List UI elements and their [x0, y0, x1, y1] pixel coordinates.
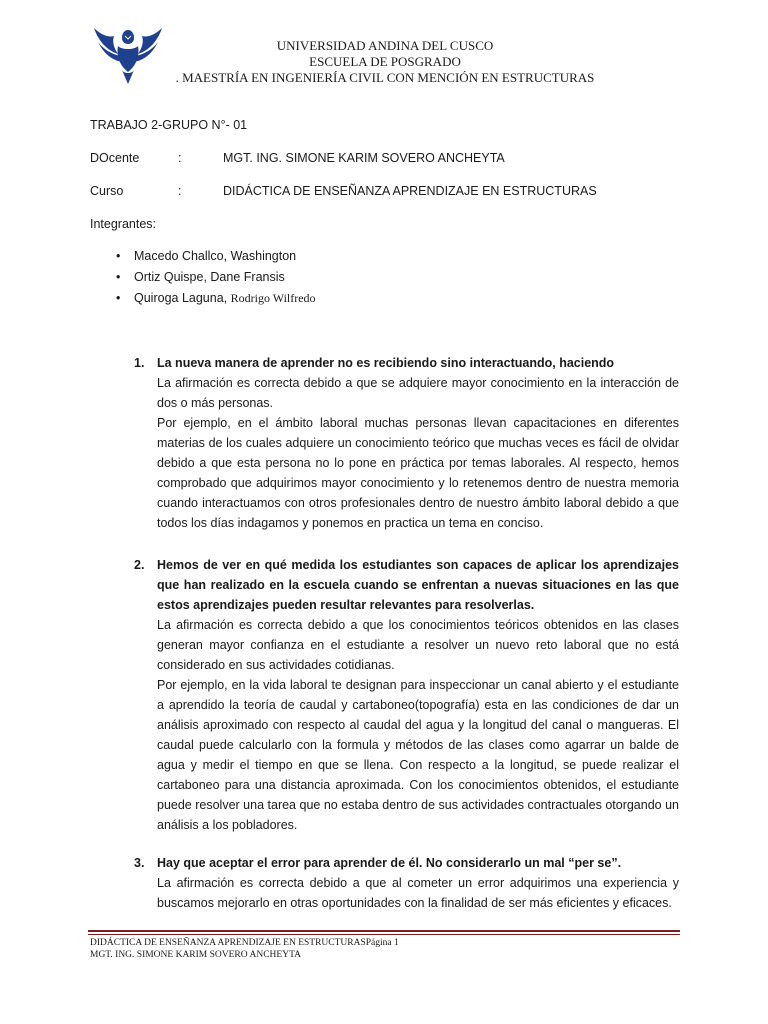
member-name: Macedo Challco, Washington [134, 249, 297, 263]
section-3 [134, 853, 679, 913]
footer-teacher: MGT. ING. SIMONE KARIM SOVERO ANCHEYTA [90, 950, 301, 960]
section-paragraph: La afirmación es correcta debido a que al cometer un error adquirimos una experiencia y buscamos mejorarlo en otras oportunidades con la finalidad de ser más eficientes y eficaces. [157, 876, 679, 910]
members-label: Integrantes: [90, 217, 157, 231]
course-value: DIDÁCTICA DE ENSEÑANZA APRENDIZAJE EN ESTRUCTURAS [223, 184, 597, 198]
list-item [116, 248, 316, 269]
footer-course-page: DIDÁCTICA DE ENSEÑANZA APRENDIZAJE EN ESTRUCTURASPágina 1 [90, 938, 399, 948]
section-paragraph: La afirmación es correcta debido a que se adquiere mayor conocimiento en la interacción de dos o más personas. [157, 376, 679, 410]
section-question: Hemos de ver en qué medida los estudiantes son capaces de aplicar los aprendizajes que han realizado en la escuela cuando se enfrentan a nuevas situaciones en las que estos aprendizajes pueden resultar relevantes para resolverlas. [157, 558, 679, 612]
list-item [116, 269, 316, 290]
program-name: . MAESTRÍA EN INGENIERÍA CIVIL CON MENCIÓN EN ESTRUCTURAS [175, 70, 595, 85]
member-name: Quiroga Laguna, [134, 291, 231, 305]
members-list [116, 248, 316, 311]
course-colon: : [178, 184, 182, 198]
section-question: La nueva manera de aprender no es recibiendo sino interactuando, haciendo [157, 356, 615, 370]
section-paragraph: Por ejemplo, en la vida laboral te designan para inspeccionar un canal abierto y el estudiante a aprendido la teoría de caudal y cartaboneo(topografía) esta en las condiciones de dar un análisis aproximado con respecto al caudal del agua y la longitud del canal o mangueras. El caudal puede calcularlo con la formula y métodos de las clases como agarrar un balde de agua y medir el tiempo en que se llena. Con respecto a la longitud, se puede realizar el cartaboneo para una distancia aproximada. Con los conocimientos obtenidos, el estudiante puede resolver una tarea que no estaba dentro de sus actividades contractuales otorgando un análisis a los pobladores. [157, 678, 679, 832]
footer-rule-thin [88, 934, 680, 935]
section-number: 3. [134, 856, 145, 870]
section-paragraph: Por ejemplo, en el ámbito laboral muchas personas llevan capacitaciones en diferentes materias de los cuales adquiere un conocimiento teórico que muchas veces es fácil de olvidar debido a que esta persona no lo pone en práctica por temas laborales. Al respecto, hemos comprobado que adquirimos mayor conocimiento y lo retenemos dentro de nuestra memoria cuando interactuamos con otros profesionales dentro de nuestro ámbito laboral debido a que todos los días indagamos y ponemos en practica un tema en conciso. [157, 416, 679, 530]
member-name-extra: Rodrigo Wilfredo [230, 291, 316, 305]
teacher-value: MGT. ING. SIMONE KARIM SOVERO ANCHEYTA [223, 151, 505, 165]
university-eagle-logo [92, 22, 164, 88]
university-name: UNIVERSIDAD ANDINA DEL CUSCO [276, 38, 494, 53]
section-1 [134, 353, 679, 533]
teacher-colon: : [178, 151, 182, 165]
work-title: TRABAJO 2-GRUPO N°- 01 [90, 118, 248, 132]
footer-rule [88, 930, 680, 932]
section-number: 1. [134, 356, 145, 370]
course-label: Curso [90, 184, 124, 198]
list-item [116, 290, 316, 311]
section-number: 2. [134, 558, 145, 572]
section-question: Hay que aceptar el error para aprender de él. No considerarlo un mal “per se”. [157, 856, 622, 870]
school-name: ESCUELA DE POSGRADO [309, 54, 461, 69]
teacher-label: DOcente [90, 151, 140, 165]
section-2 [134, 555, 679, 835]
document-header [170, 38, 600, 86]
member-name: Ortiz Quispe, Dane Fransis [134, 270, 285, 284]
section-paragraph: La afirmación es correcta debido a que los conocimientos teóricos obtenidos en las clases generan mayor confianza en el estudiante a resolver un nuevo reto laboral que no está considerado en sus actividades cotidianas. [157, 618, 679, 672]
page-footer [90, 937, 399, 961]
